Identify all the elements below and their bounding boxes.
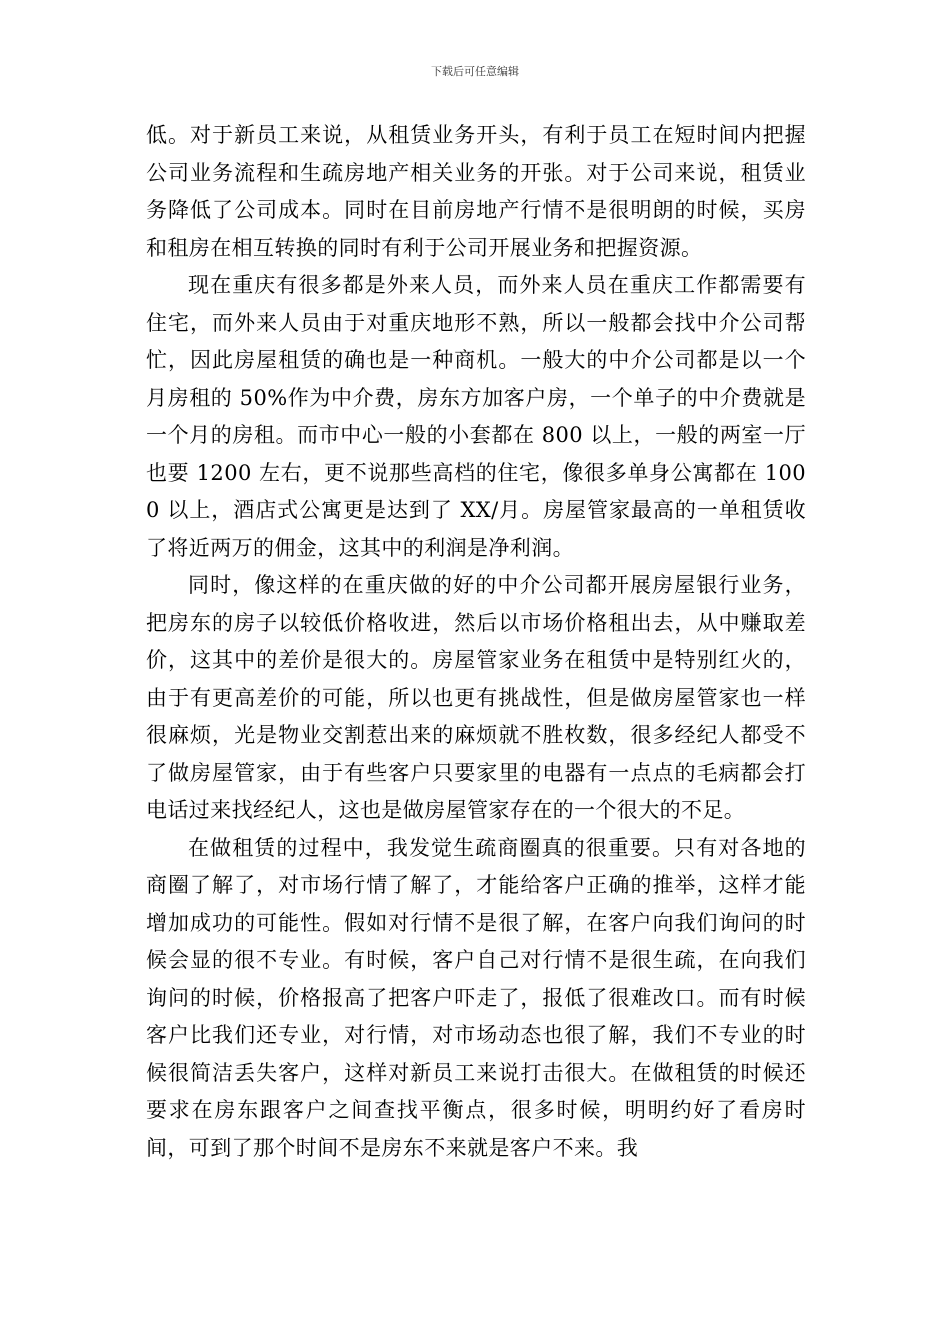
document-body <box>146 117 806 1167</box>
paragraph-4: 在做租赁的过程中，我发觉生疏商圈真的很重要。只有对各地的商圈了解了，对市场行情了解了，才能给客户正确的推举，这样才能增加成功的可能性。假如对行情不是很了解，在客户向我们询问的时候会显的很不专业。有时候，客户自己对行情不是很生疏，在向我们询问的时候，价格报高了把客户吓走了，报低了很难改口。而有时候客户比我们还专业，对行情，对市场动态也很了解，我们不专业的时候很简洁丢失客户，这样对新员工来说打击很大。在做租赁的时候还要求在房东跟客户之间查找平衡点，很多时候，明明约好了看房时间，可到了那个时间不是房东不来就是客户不来。我 <box>146 835 806 1160</box>
paragraph-2: 现在重庆有很多都是外来人员，而外来人员在重庆工作都需要有住宅，而外来人员由于对重庆地形不熟，所以一般都会找中介公司帮忙，因此房屋租赁的确也是一种商机。一般大的中介公司都是以一个月房租的 50%作为中介费，房东方加客户房，一个单子的中介费就是一个月的房租。而市中心一般的小套都在 800 以上，一般的两室一厅也要 1200 左右，更不说那些高档的住宅，像很多单身公寓都在 1000 以上，酒店式公寓更是达到了 XX/月。房屋管家最高的一单租赁收了将近两万的佣金，这其中的利润是净利润。 <box>146 273 806 560</box>
page-header: 下载后可任意编辑 <box>431 65 519 78</box>
paragraph-1: 低。对于新员工来说，从租赁业务开头，有利于员工在短时间内把握公司业务流程和生疏房地产相关业务的开张。对于公司来说，租赁业务降低了公司成本。同时在目前房地产行情不是很明朗的时候，买房和租房在相互转换的同时有利于公司开展业务和把握资源。 <box>146 123 806 260</box>
paragraph-3: 同时，像这样的在重庆做的好的中介公司都开展房屋银行业务，把房东的房子以较低价格收进，然后以市场价格租出去，从中赚取差价，这其中的差价是很大的。房屋管家业务在租赁中是特别红火的，由于有更高差价的可能，所以也更有挑战性，但是做房屋管家也一样很麻烦，光是物业交割惹出来的麻烦就不胜枚数，很多经纪人都受不了做房屋管家，由于有些客户只要家里的电器有一点点的毛病都会打电话过来找经纪人，这也是做房屋管家存在的一个很大的不足。 <box>146 573 806 822</box>
